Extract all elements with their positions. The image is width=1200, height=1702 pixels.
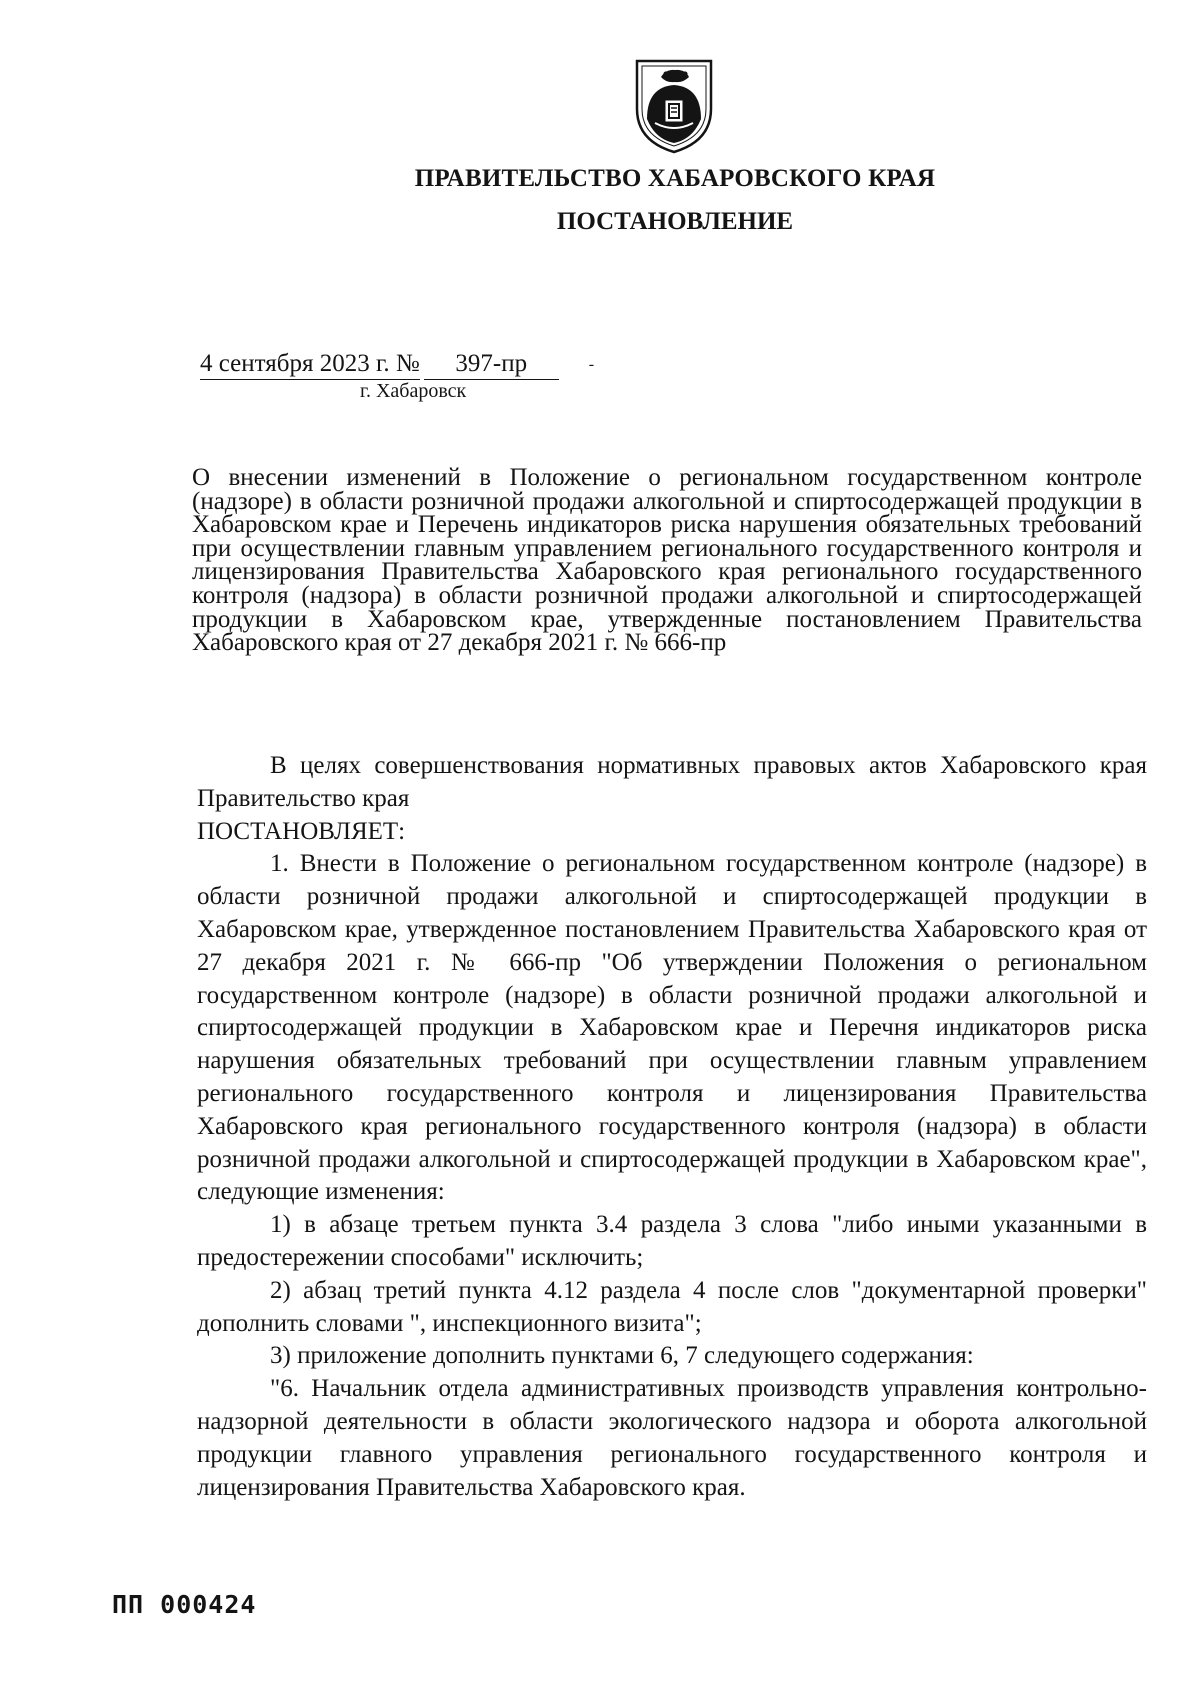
item-1-paragraph: 1. Внести в Положение о региональном государственном контроле (надзоре) в области розничной продажи алкогольной и спиртосодержащей продукции в Хабаровском крае, утвержденное постановлением Правительства Хабаровского края от 27 декабря 2021 г. № 666-пр "Об утверждении Положения о региональном государственном контроле (надзоре) в области розничной продажи алкогольной и спиртосодержащей продукции в Хабаровском крае и Перечня индикаторов риска нарушения обязательных требований при осуществлении главным управлением регионального государственного контроля и лицензирования Правительства Хабаровского края регионального государственного контроля (надзора) в области розничной продажи алкогольной и спиртосодержащей продукции в Хабаровском крае", следующие изменения: [197,850,1147,1206]
date-number-line [200,350,594,380]
document-date: 4 сентября 2023 г. № [200,350,420,380]
stray-mark: - [588,356,595,374]
government-name: ПРАВИТЕЛЬСТВО ХАБАРОВСКОГО КРАЯ [414,165,936,192]
document-city: г. Хабаровск [360,380,467,402]
document-body [197,750,1147,1504]
resolves-heading: ПОСТАНОВЛЯЕТ: [197,817,406,845]
form-serial-number: ПП 000424 [112,1590,257,1619]
quoted-item-6-paragraph: "6. Начальник отдела административных производств управления контрольно-надзорной деятельности в области экологического надзора и оборота алкогольной продукции главного управления регионального государственного контроля и лицензирования Правительства Хабаровского края. [197,1375,1147,1501]
document-number: 397-пр [424,350,559,380]
subitem-3-paragraph: 3) приложение дополнить пунктами 6, 7 следующего содержания: [270,1342,974,1370]
subitem-2-paragraph: 2) абзац третий пункта 4.12 раздела 4 после слов "документарной проверки" дополнить словами ", инспекционного визита"; [197,1276,1147,1337]
preamble-paragraph: В целях совершенствования нормативных правовых актов Хабаровского края Правительство края [197,752,1147,812]
subitem-1-paragraph: 1) в абзаце третьем пункта 3.4 раздела 3 слова "либо иными указанными в предостережении способами" исключить; [197,1211,1147,1271]
coat-of-arms-icon [633,57,715,155]
document-subject: О внесении изменений в Положение о региональном государственном контроле (надзоре) в области розничной продажи алкогольной и спиртосодержащей продукции в Хабаровском крае и Перечень индикаторов риска нарушения обязательных требований при осуществлении главным управлением регионального государственного контроля и лицензирования Правительства Хабаровского края регионального государственного контроля (надзора) в области розничной продажи алкогольной и спиртосодержащей продукции в Хабаровском крае, утвержденные постановлением Правительства Хабаровского края от 27 декабря 2021 г. № 666-пр [192,464,1142,657]
number-sign: № [395,350,420,377]
document-type: ПОСТАНОВЛЕНИЕ [556,208,794,235]
